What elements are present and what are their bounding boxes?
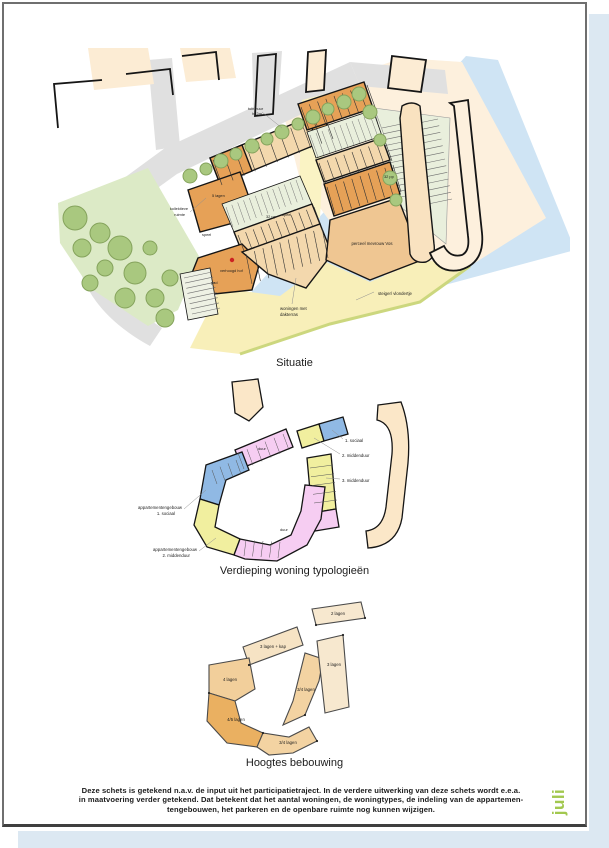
j-building — [366, 402, 409, 548]
height-right-bar — [317, 635, 349, 713]
hoogtes-drawing — [30, 600, 570, 756]
footer-line: Deze schets is getekend n.a.v. de input uit het participatietraject. In de verdere uitwerking van deze schets wordt e.e.a. — [81, 786, 521, 795]
label-duur: duur — [258, 446, 266, 451]
situatie-caption: Situatie — [276, 357, 313, 369]
bar-sociaal — [319, 417, 348, 441]
label-middenduur-2: 2. middenduur — [342, 453, 370, 458]
label-perceel: perceel mevrouw Vos — [351, 241, 393, 246]
red-marker — [230, 258, 234, 262]
svg-text:1. sociaal: 1. sociaal — [156, 511, 175, 516]
label-3-4-lagen: 3/4 lagen — [297, 687, 315, 692]
svg-text:ruimte: ruimte — [174, 212, 185, 217]
hoogtes-caption: Hoogtes bebouwing — [245, 757, 344, 769]
page-shadow-right — [589, 14, 609, 848]
label-3-4-lagen: 3/4 lagen — [279, 740, 297, 745]
footer-disclaimer — [62, 786, 540, 814]
label-pad: pad — [211, 280, 218, 285]
context-finger — [232, 379, 263, 421]
label-32pp: 32 pp — [266, 214, 276, 219]
context-block — [88, 48, 154, 90]
label-2-lagen: 2 lagen — [330, 611, 346, 616]
typologie-drawing — [30, 378, 570, 564]
label-steiger: steiger/ vlondertje — [378, 291, 412, 296]
label-appartementengebouw-1: appartementengebouw — [138, 505, 182, 510]
label-3-lagen-kap: 3 lagen + kap — [260, 644, 286, 649]
juli-logo: juli — [549, 788, 568, 816]
label-middenduur-3: 3. middenduur — [342, 478, 370, 483]
footer-line: in maatvoering verder getekend. Dat betekent dat het aantal woningen, de woningtypes, de indeling van de appartemen- — [78, 795, 524, 805]
label-tuinmuur: tuinmuur — [248, 106, 264, 111]
label-sociaal: 1. sociaal — [345, 438, 364, 443]
typologie-caption: Verdieping woning typologieën — [219, 565, 370, 577]
ring-midden-corner — [194, 499, 240, 555]
footer-line: tengebouwen, het parkeren en de openbare ruimte nog kunnen wijzigen. — [167, 804, 435, 814]
ring-duur-bottom — [234, 485, 325, 561]
label-3-lagen: 3 lagen — [326, 662, 342, 667]
svg-text:dakterras: dakterras — [280, 312, 298, 317]
label-verhoogd-hof: verhoogd hof — [220, 268, 243, 273]
situatie-drawing — [30, 48, 570, 360]
page-shadow-bottom — [18, 831, 609, 848]
label-appartementengebouw-2: appartementengebouw — [153, 547, 197, 552]
label-32pp: 32 pp — [384, 174, 394, 179]
label-speel: speel — [202, 232, 212, 237]
svg-text:2. middenduur: 2. middenduur — [162, 553, 190, 558]
svg-text:h=2m: h=2m — [252, 111, 262, 116]
label-4-lagen: 4 lagen — [222, 677, 238, 682]
ring-sociaal-corner — [200, 452, 249, 505]
label-woningen: woningen met — [280, 306, 307, 311]
label-duur: duur — [280, 527, 288, 532]
label-4-5-lagen: 4/5 lagen — [227, 717, 245, 722]
label-5-lagen: 5 lagen — [212, 193, 225, 198]
label-kollektieve-ruimte: kollektieve — [169, 206, 188, 211]
label-speel: speel — [282, 212, 292, 217]
